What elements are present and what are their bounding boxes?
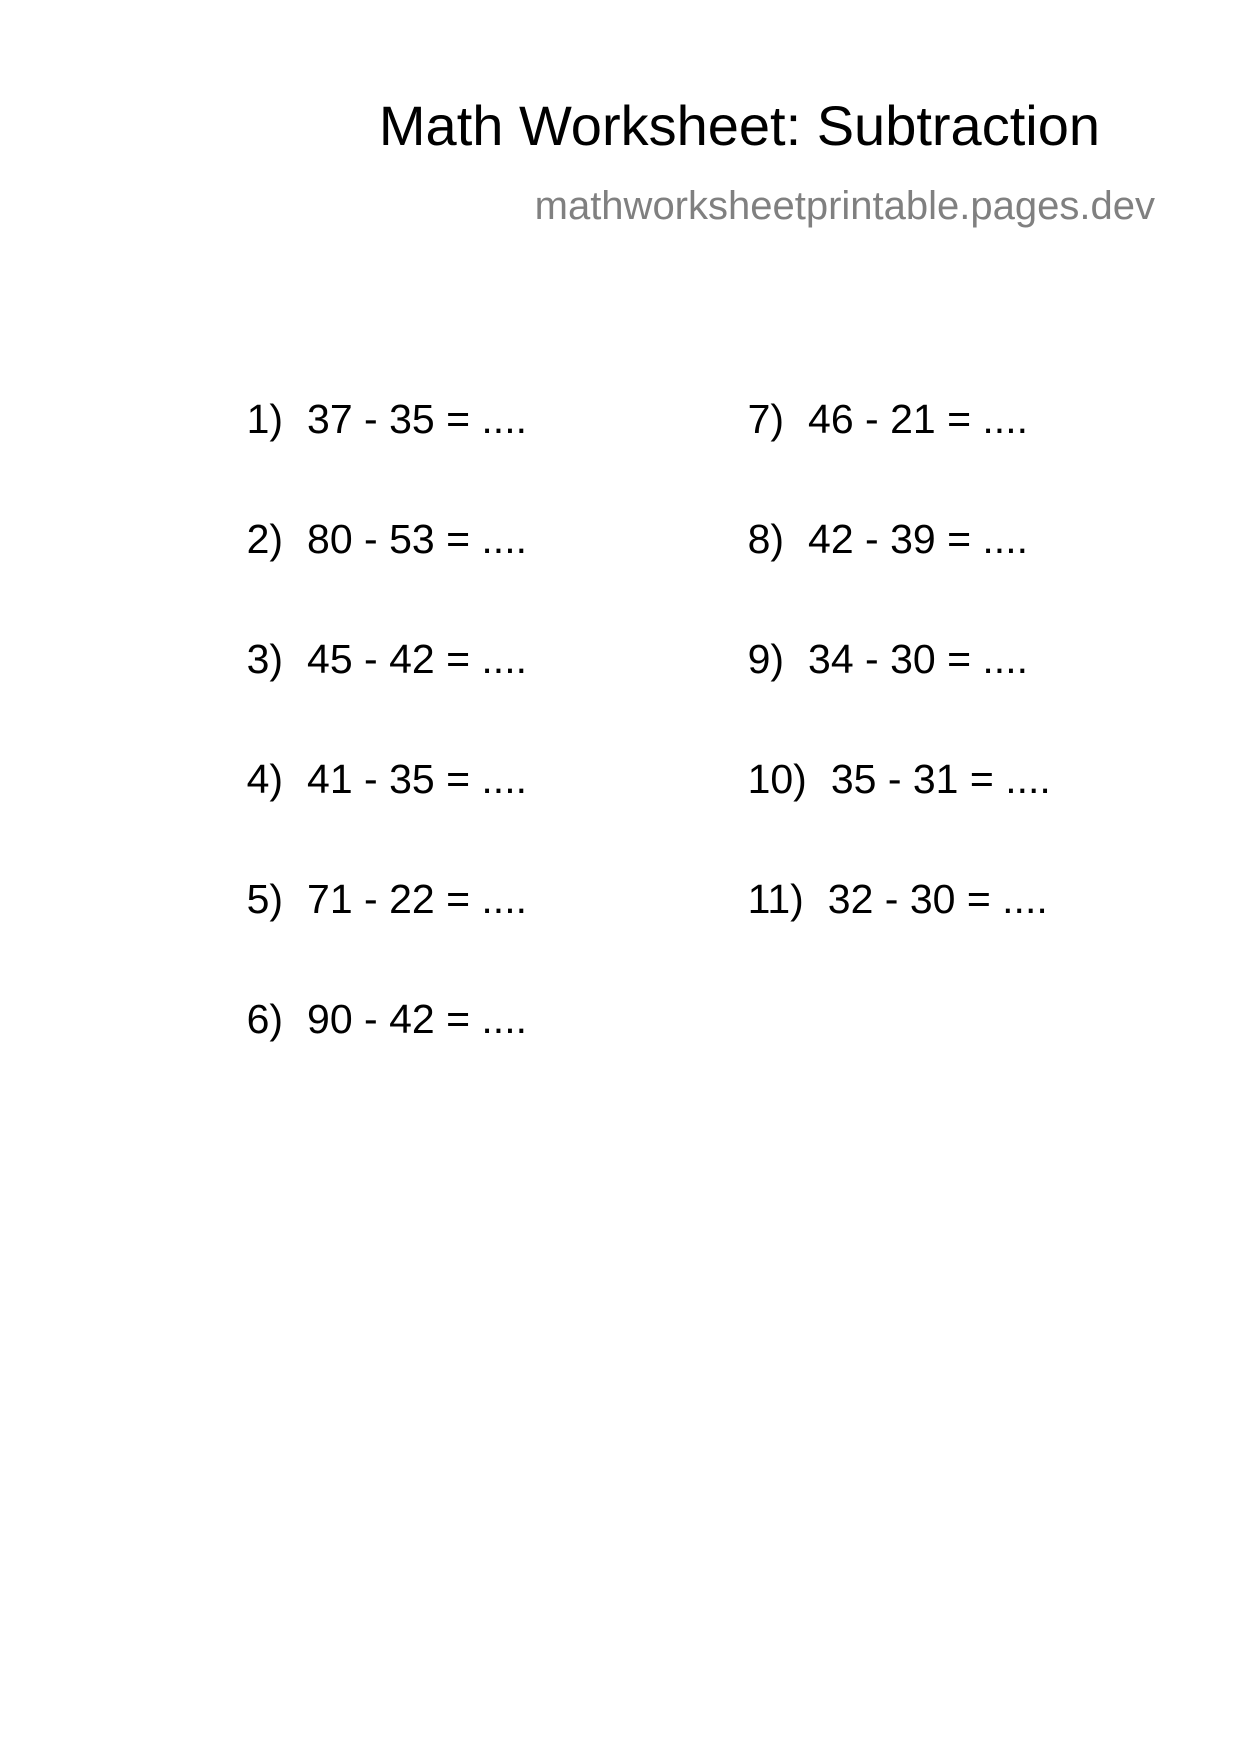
problem-number: 11)	[747, 876, 804, 922]
problem-expression: 71 - 22 = ....	[307, 876, 527, 922]
problem-expression: 35 - 31 = ....	[830, 756, 1051, 802]
problem-number: 9)	[747, 636, 785, 682]
problem-number: 10)	[747, 756, 807, 802]
problem-item	[201, 358, 527, 481]
problem-item	[201, 838, 527, 961]
problem-number: 2)	[246, 516, 284, 562]
problem-number: 6)	[246, 996, 284, 1042]
problem-number: 4)	[246, 756, 284, 802]
problem-number: 7)	[747, 396, 785, 442]
problem-expression: 37 - 35 = ....	[307, 396, 527, 442]
worksheet-title: Math Worksheet: Subtraction	[378, 94, 1100, 157]
problem-expression: 46 - 21 = ....	[808, 396, 1028, 442]
problem-item	[201, 718, 527, 841]
problem-item	[702, 478, 1028, 601]
problem-item	[201, 598, 527, 721]
problem-item	[201, 478, 527, 601]
website-label: mathworksheetprintable.pages.dev	[534, 184, 1155, 228]
problem-number: 1)	[246, 396, 284, 442]
problem-expression: 80 - 53 = ....	[307, 516, 527, 562]
problem-expression: 90 - 42 = ....	[307, 996, 527, 1042]
problem-expression: 42 - 39 = ....	[808, 516, 1028, 562]
problem-item	[201, 958, 527, 1081]
problem-expression: 45 - 42 = ....	[307, 636, 527, 682]
problem-number: 3)	[246, 636, 284, 682]
problem-item	[702, 358, 1028, 481]
problem-item	[702, 718, 1051, 841]
problem-number: 8)	[747, 516, 785, 562]
problem-expression: 34 - 30 = ....	[808, 636, 1028, 682]
problem-item	[702, 598, 1028, 721]
problem-expression: 32 - 30 = ....	[827, 876, 1048, 922]
problem-number: 5)	[246, 876, 284, 922]
problem-expression: 41 - 35 = ....	[307, 756, 527, 802]
problem-item	[702, 838, 1048, 961]
